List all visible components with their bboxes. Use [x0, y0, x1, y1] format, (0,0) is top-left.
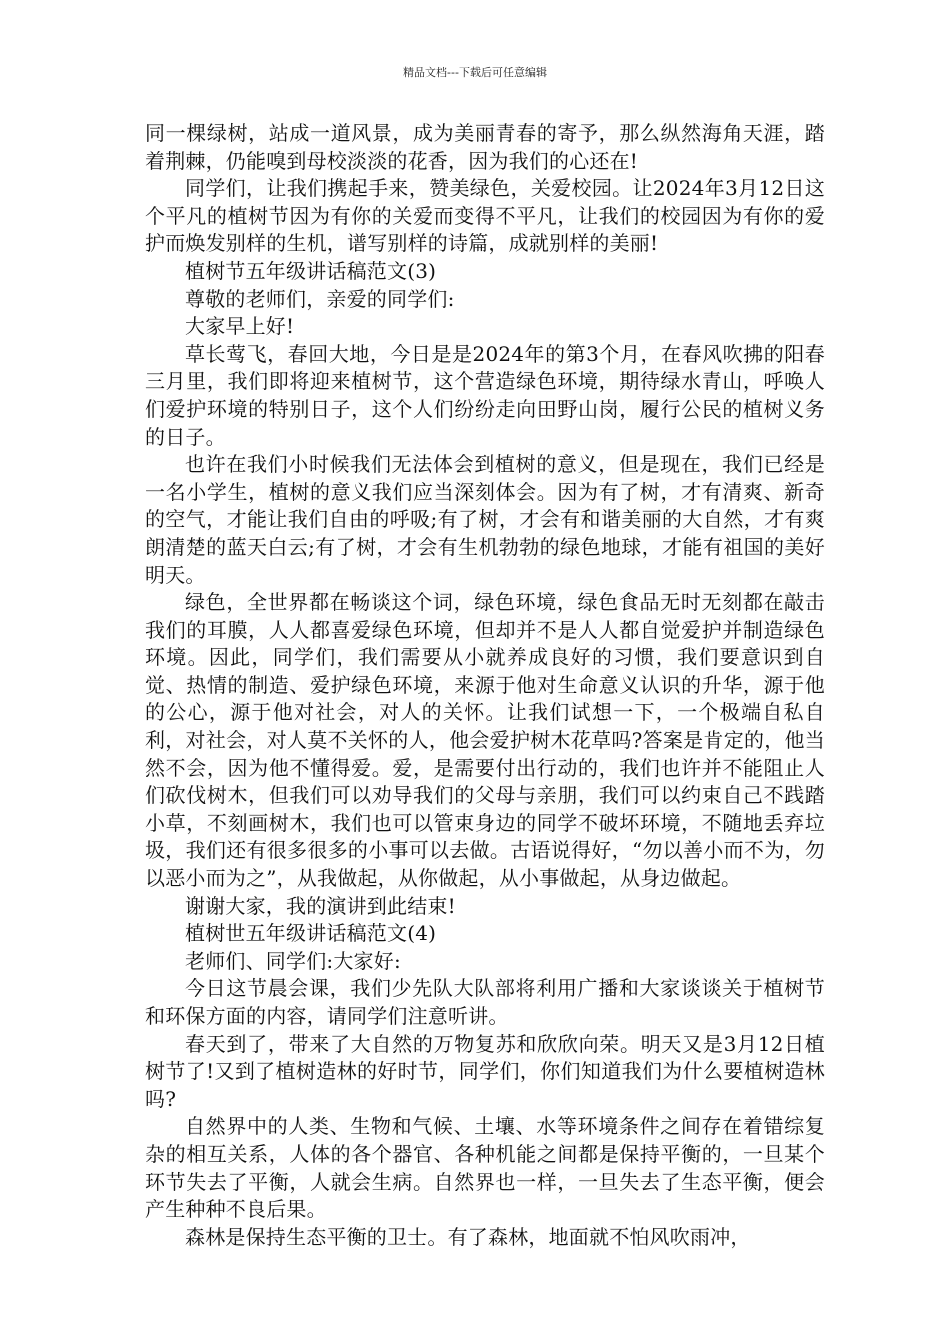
paragraph: 森林是保持生态平衡的卫士。有了森林，地面就不怕风吹雨冲， [185, 1224, 751, 1249]
paragraph: 今日这节晨会课，我们少先队大队部将利用广播和大家谈谈关于植树节和环保方面的内容，请同学们注意听讲。 [145, 976, 825, 1028]
paragraph: 同一棵绿树，站成一道风景，成为美丽青春的寄予，那么纵然海角天涯，踏着荆棘，仍能嗅到母校淡淡的花香，因为我们的心还在! [145, 121, 825, 173]
closing: 谢谢大家，我的演讲到此结束! [185, 893, 456, 918]
paragraph: 也许在我们小时候我们无法体会到植树的意义，但是现在，我们已经是一名小学生，植树的意义我们应当深刻体会。因为有了树，才有清爽、新奇的空气，才能让我们自由的呼吸;有了树，才会有和谐美丽的大自然，才有爽朗清楚的蓝天白云;有了树，才会有生机勃勃的绿色地球，才能有祖国的美好明天。 [145, 452, 825, 587]
section-title: 植树节五年级讲话稿范文(3) [185, 258, 437, 283]
salutation: 老师们、同学们:大家好: [185, 948, 401, 973]
paragraph: 同学们，让我们携起手来，赞美绿色，关爱校园。让2024年3月12日这个平凡的植树节因为有你的关爱而变得不平凡，让我们的校园因为有你的爱护而焕发别样的生机，谱写别样的诗篇，成就别样的美丽! [145, 176, 825, 256]
paragraph: 春天到了，带来了大自然的万物复苏和欣欣向荣。明天又是3月12日植树节了!又到了植树造林的好时节，同学们，你们知道我们为什么要植树造林吗? [145, 1031, 825, 1111]
paragraph: 草长莺飞，春回大地，今日是是2024年的第3个月，在春风吹拂的阳春三月里，我们即将迎来植树节，这个营造绿色环境，期待绿水青山，呼唤人们爱护环境的特别日子，这个人们纷纷走向田野山岗，履行公民的植树义务的日子。 [145, 341, 825, 449]
page-header: 精品文档---下载后可任意编辑 [403, 66, 547, 79]
document-body [145, 120, 825, 1251]
paragraph: 自然界中的人类、生物和气候、土壤、水等环境条件之间存在着错综复杂的相互关系，人体的各个器官、各种机能之间都是保持平衡的，一旦某个环节失去了平衡，人就会生病。自然界也一样，一旦失去了生态平衡，便会产生种种不良后果。 [145, 1114, 825, 1222]
section-title: 植树世五年级讲话稿范文(4) [185, 921, 437, 946]
paragraph: 绿色，全世界都在畅谈这个词，绿色环境，绿色食品无时无刻都在敲击我们的耳膜，人人都喜爱绿色环境，但却并不是人人都自觉爱护并制造绿色环境。因此，同学们，我们需要从小就养成良好的习惯，我们要意识到自觉、热情的制造、爱护绿色环境，来源于他对生命意义认识的升华，源于他的公心，源于他对社会，对人的关怀。让我们试想一下，一个极端自私自利，对社会，对人莫不关怀的人，他会爱护树木花草吗?答案是肯定的，他当然不会，因为他不懂得爱。爱，是需要付出行动的，我们也许并不能阻止人们砍伐树木，但我们可以劝导我们的父母与亲朋，我们可以约束自己不践踏小草，不刻画树木，我们也可以管束身边的同学不破坏环境，不随地丢弃垃圾，我们还有很多很多的小事可以去做。古语说得好，“勿以善小而不为，勿以恶小而为之”，从我做起，从你做起，从小事做起，从身边做起。 [145, 590, 825, 891]
salutation: 尊敬的老师们，亲爱的同学们: [185, 286, 455, 311]
greeting: 大家早上好! [185, 314, 295, 339]
